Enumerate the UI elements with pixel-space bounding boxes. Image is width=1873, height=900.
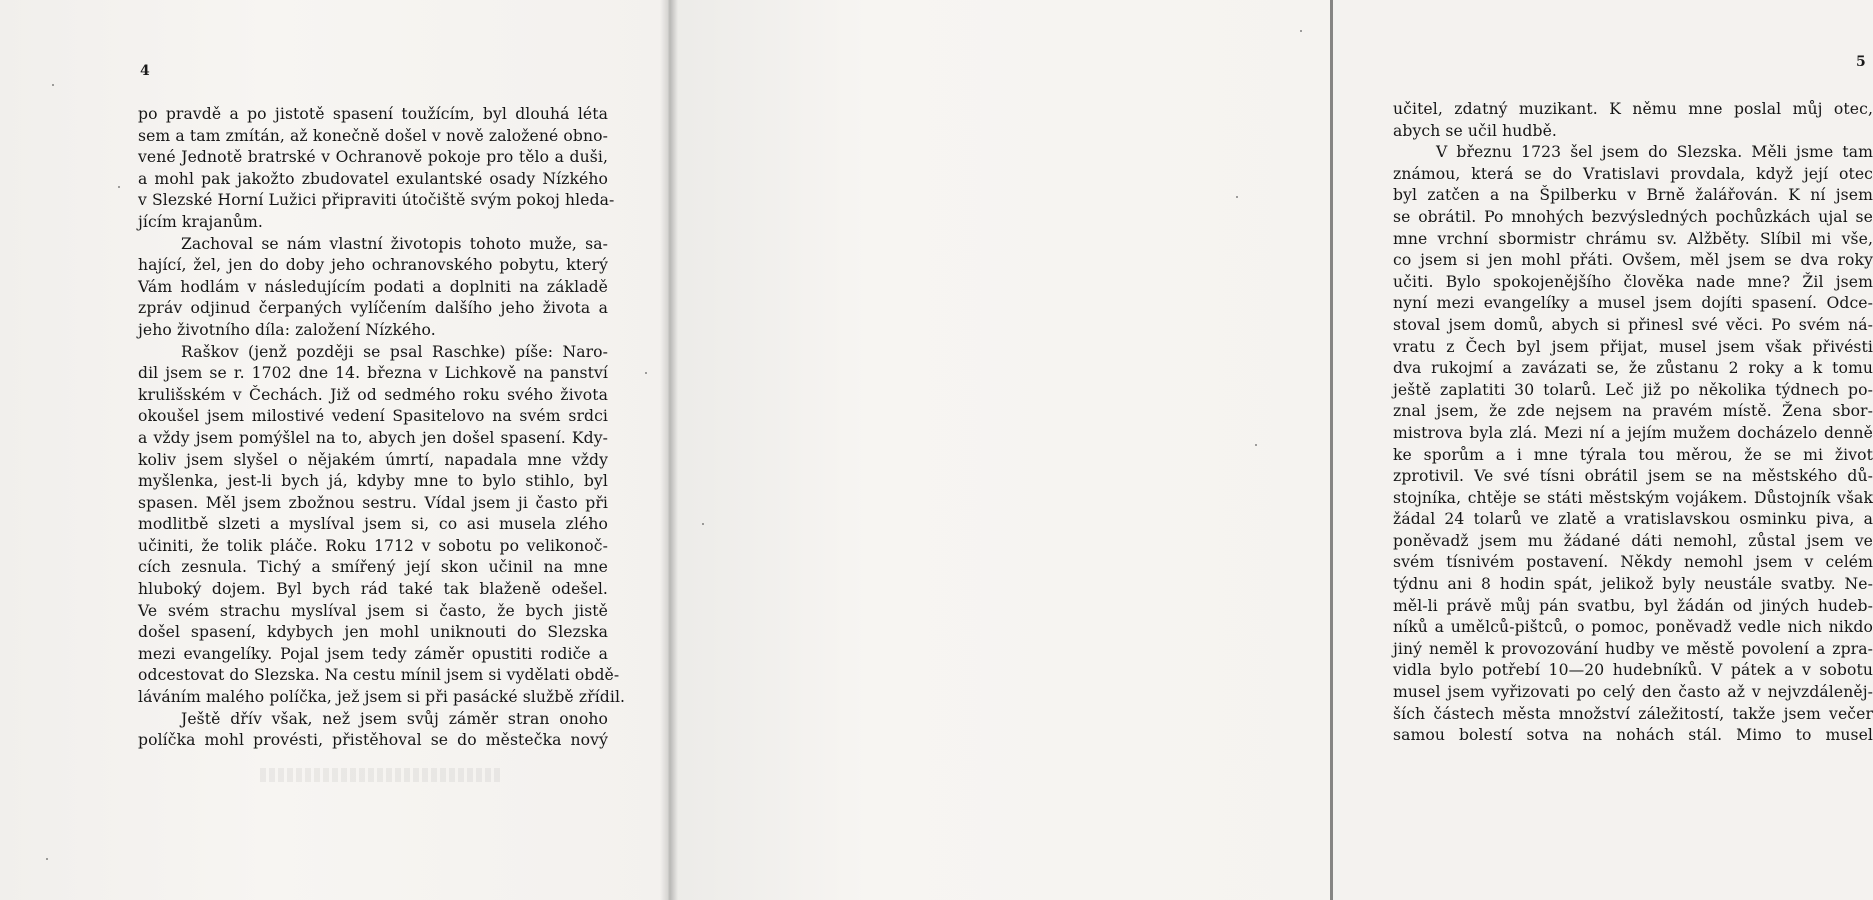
- left-text-line: Ve svém strachu myslíval jsem si často, že bych jistě: [138, 601, 608, 620]
- left-text-line: Vám hodlám v následujícím podati a doplniti na základě: [138, 277, 608, 296]
- right-text-line: měl-li právě můj pán svatbu, byl žádán od jiných hudeb-: [1393, 596, 1873, 615]
- left-text-line: hající, žel, jen do doby jeho ochranovského pobytu, který: [138, 256, 608, 275]
- dust-speck: [52, 84, 54, 86]
- dust-speck: [702, 523, 704, 525]
- right-text-line: mne vrchní sbormistr chrámu sv. Alžběty. Slíbil mi vše,: [1393, 229, 1873, 248]
- left-text-line: krulišském v Čechách. Již od sedmého roku svého života: [138, 385, 608, 404]
- dust-speck: [1300, 30, 1302, 32]
- right-text-line: ších částech města množství záležitostí, takže jsem večer: [1393, 704, 1873, 723]
- right-text-line: učitel, zdatný muzikant. K němu mne poslal můj otec,: [1393, 100, 1873, 118]
- right-text-line: co jsem si jen mohl přáti. Ovšem, měl jsem se dva roky: [1393, 251, 1873, 270]
- left-text-line: dil jsem se r. 1702 dne 14. března v Lichkově na panství: [138, 364, 608, 383]
- left-text-line: spasen. Měl jsem zbožnou sestru. Vídal jsem ji často při: [138, 493, 608, 512]
- right-text-line: nyní mezi evangelíky a musel jsem dojíti spasení. Odce-: [1393, 294, 1873, 313]
- left-text-line: sem a tam zmítán, až konečně došel v nově založené obno-: [138, 126, 608, 145]
- right-text-line: mistrova byla zlá. Mezi ní a jejím mužem docházelo denně: [1393, 423, 1873, 442]
- right-text-line: zprotivil. Ve své tísni obrátil jsem se na městského dů-: [1393, 467, 1873, 486]
- right-text-line: vratu z Čech byl jsem přijat, musel jsem však přivésti: [1393, 337, 1873, 356]
- left-text-line: učiniti, že tolik pláče. Roku 1712 v sobotu po velikonoč-: [138, 536, 608, 555]
- right-text-line: dva rukojmí a zavázati se, že zůstanu 2 roky a k tomu: [1393, 359, 1873, 378]
- right-text-line: jiný neměl k provozování hudby ve městě povolení a zpra-: [1393, 639, 1873, 658]
- right-text-line: V březnu 1723 šel jsem do Slezska. Měli jsme tam: [1436, 143, 1873, 162]
- right-text-line: svém tísnivém postavení. Někdy nemohl jsem v celém: [1393, 553, 1873, 572]
- left-text-line: koliv jsem slyšel o nějakém úmrtí, napadala mne vždy: [138, 450, 608, 469]
- left-text-line: modlitbě slzeti a myslíval jsem si, co asi musela zlého: [138, 515, 608, 534]
- page-edge-shadow: [1330, 0, 1333, 900]
- left-page-text: [138, 104, 626, 752]
- left-text-line: myšlenka, jest-li bych já, kdyby mne to bylo stihlo, byl: [138, 472, 608, 491]
- right-text-line: žádal 24 tolarů ve zlatě a vratislavskou osminku piva, a: [1393, 510, 1873, 529]
- right-text-line: ke sporům a i mne týrala tou měrou, že se mi život: [1393, 445, 1873, 464]
- left-text-line: a vždy jsem pomýšlel na to, abych jen došel spasení. Kdy-: [138, 428, 608, 447]
- right-text-line: abych se učil hudbě.: [1393, 121, 1557, 140]
- right-text-line: znal jsem, že zde nejsem na pravém místě. Žena sbor-: [1393, 402, 1873, 421]
- page-number-right: 5: [1856, 54, 1866, 70]
- left-text-line: Zachoval se nám vlastní životopis tohoto muže, sa-: [181, 234, 608, 253]
- dust-speck: [46, 858, 48, 860]
- left-text-line: Ještě dřív však, než jsem svůj záměr stran onoho: [181, 709, 608, 728]
- right-text-line: níků a umělců-pištců, o pomoc, poněvadž vedle nich nikdo: [1393, 618, 1873, 637]
- book-gutter: [660, 0, 678, 900]
- left-text-line: mezi evangelíky. Pojal jsem tedy záměr opustiti rodiče a: [138, 644, 608, 663]
- right-text-line: se obrátil. Po mnohých bezvýsledných pochůzkách ujal se: [1393, 207, 1873, 226]
- dust-speck: [1236, 196, 1238, 198]
- left-text-line: odcestovat do Slezska. Na cestu mínil jsem si vydělati obdě-: [138, 666, 620, 685]
- right-text-line: samou bolestí sotva na nohách stál. Mimo to musel: [1393, 726, 1873, 745]
- right-text-line: poněvadž jsem mu žádané dáti nemohl, zůstal jsem ve: [1393, 531, 1873, 550]
- dust-speck: [1255, 444, 1257, 446]
- right-text-line: vidla bylo potřebí 10—20 hudebníků. V pátek a v sobotu: [1393, 661, 1873, 680]
- right-text-line: stoval jsem domů, abych si přinesl své věci. Po svém ná-: [1393, 315, 1873, 334]
- left-text-line: láváním malého políčka, jež jsem si při pasácké službě zřídil.: [138, 688, 626, 707]
- right-text-line: známou, která se do Vratislavi provdala, když její otec: [1393, 164, 1873, 183]
- left-text-line: jícím krajanům.: [138, 212, 263, 231]
- left-page: [0, 0, 668, 900]
- dust-speck: [118, 186, 120, 188]
- right-text-line: byl zatčen a na Špilberku v Brně žalářován. K ní jsem: [1393, 186, 1873, 205]
- left-text-line: okoušel jsem milostivé vedení Spasitelovo na svém srdci: [138, 407, 608, 426]
- left-text-line: zpráv odjinud čerpaných vylíčením dalšího jeho života a: [138, 299, 608, 318]
- right-text-line: učiti. Bylo spokojenějšího člověka nade mne? Žil jsem: [1393, 272, 1873, 291]
- right-page: [668, 0, 1873, 900]
- right-page-text: [1393, 99, 1873, 747]
- left-text-line: v Slezské Horní Lužici připraviti útočiště svým pokoj hleda-: [138, 191, 615, 210]
- right-text-line: musel jsem vyřizovati po celý den často až v nejvzdáleněj-: [1393, 683, 1873, 702]
- left-text-line: Raškov (jenž později se psal Raschke) píše: Naro-: [181, 342, 608, 361]
- left-text-line: došel spasení, kdybych jen mohl uniknouti do Slezska: [138, 623, 608, 642]
- left-text-line: vené Jednotě bratrské v Ochranově pokoje pro tělo a duši,: [138, 148, 608, 167]
- left-text-line: jeho životního díla: založení Nízkého.: [138, 320, 436, 339]
- dust-speck: [645, 372, 647, 374]
- left-text-line: a mohl pak jakožto zbudovatel exulantské osady Nízkého: [138, 169, 608, 188]
- page-number-left: 4: [140, 63, 150, 79]
- left-text-line: políčka mohl provésti, přistěhoval se do městečka nový: [138, 731, 608, 750]
- bleed-through-mark: [260, 768, 500, 782]
- right-text-line: ještě zaplatiti 30 tolarů. Leč již po několika týdnech po-: [1393, 380, 1873, 399]
- right-text-line: stojníka, chtěje se státi městským vojákem. Důstojník však: [1393, 488, 1873, 507]
- left-text-line: po pravdě a po jistotě spasení toužícím, byl dlouhá léta: [138, 105, 608, 123]
- right-text-line: týdnu ani 8 hodin spát, jelikož byly neustále svatby. Ne-: [1393, 575, 1873, 594]
- left-text-line: hluboký dojem. Byl bych rád také tak blaženě odešel.: [138, 580, 608, 599]
- left-text-line: cích zesnula. Tichý a smířený její skon učinil na mne: [138, 558, 608, 577]
